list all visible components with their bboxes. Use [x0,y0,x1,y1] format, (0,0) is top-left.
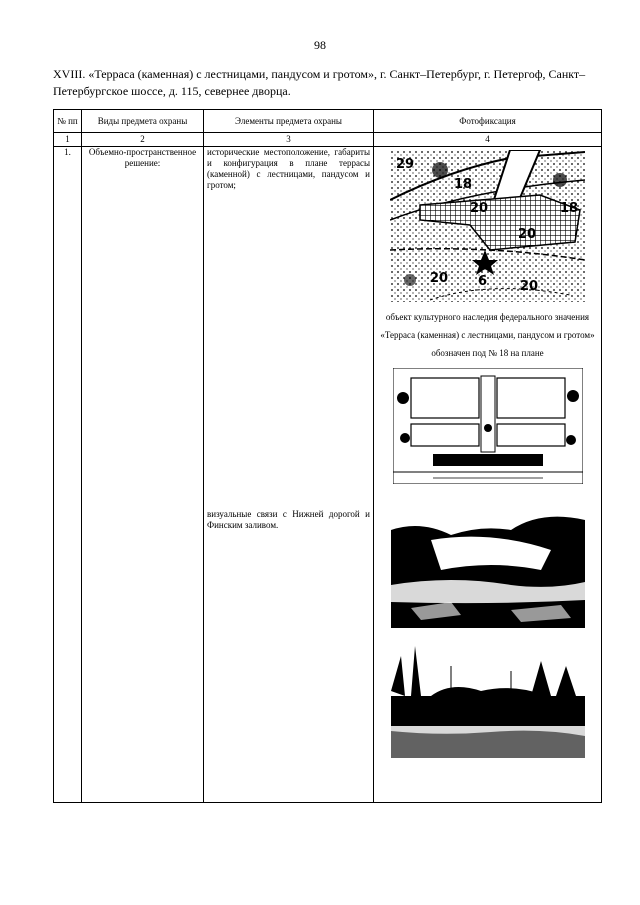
map-label: 20 [470,201,489,216]
column-number-2: 2 [82,133,204,147]
map-label: 6 [478,274,488,289]
element-location: исторические местоположение, габариты и конфигурация в плане террасы (каменной) с лестницами, пандусом и гротом; [207,147,370,190]
row-number: 1. [54,147,82,803]
map-caption: объект культурного наследия федерального значения «Терраса (каменная) с лестницами, пандусом и гротом» обозначен под № 18 на плане [380,312,595,358]
protection-table [53,109,602,803]
map-label: 18 [560,201,579,216]
site-map-image [390,150,585,302]
header-photo: Фотофиксация [374,110,602,133]
map-label: 20 [430,271,449,286]
map-label: 18 [454,177,473,192]
map-label: 20 [518,227,537,242]
table-row [54,147,602,803]
header-row [54,110,602,133]
column-number-4: 4 [374,133,602,147]
element-visual-links: визуальные связи с Нижней дорогой и Финским заливом. [207,509,370,530]
document-heading: XVIII. «Терраса (каменная) с лестницами, пандусом и гротом», г. Санкт–Петербург, г. Петергоф, Санкт–Петербургское шоссе, д. 115, севернее дворца. [53,67,586,98]
terrace-photo-2 [391,636,585,758]
header-elements: Элементы предмета охраны [204,110,374,133]
map-label: 29 [396,157,415,172]
column-number-3: 3 [204,133,374,147]
header-number: № пп [54,110,82,133]
protection-elements-cell [204,147,374,803]
site-plan-image [393,368,583,484]
terrace-photo-1 [391,490,585,628]
page-number: 98 [314,38,326,52]
protection-kind: Объемно-пространственное решение: [82,147,204,803]
header-kind: Виды предмета охраны [82,110,204,133]
photo-cell [374,147,602,803]
column-number-row [54,133,602,147]
column-number-1: 1 [54,133,82,147]
map-label: 20 [520,279,539,294]
